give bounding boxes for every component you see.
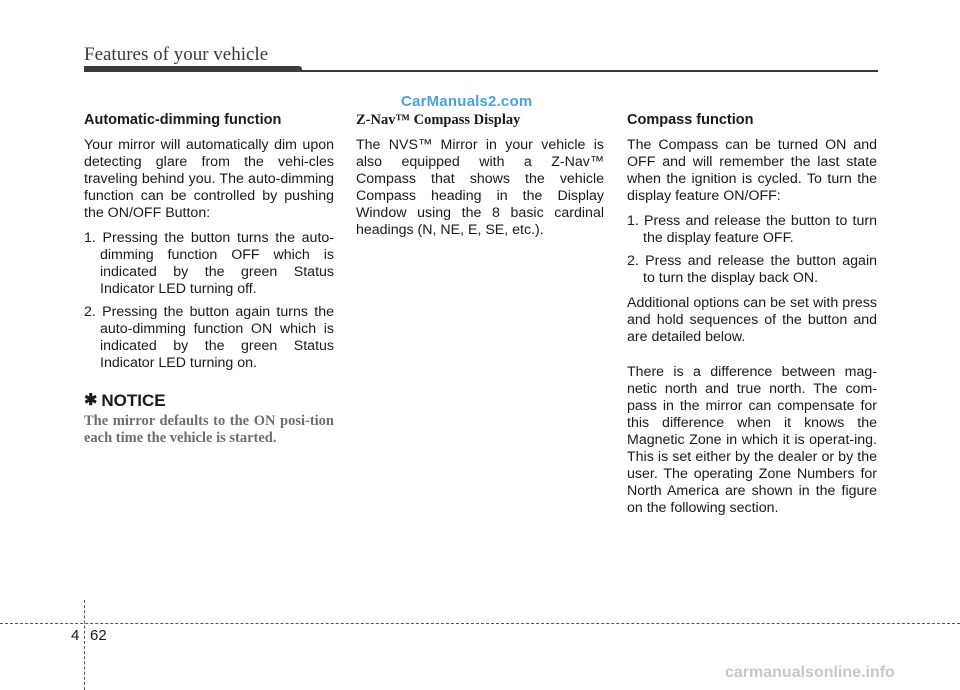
page-header-title: Features of your vehicle bbox=[84, 44, 269, 65]
page-number: 62 bbox=[90, 627, 107, 644]
list-item: 2. Pressing the button again turns the auto-dimming function ON which is indicated by the green Status Indicator LED turning on. bbox=[84, 304, 334, 371]
notice-heading bbox=[84, 392, 334, 409]
header-rule bbox=[300, 70, 878, 72]
auto-dimming-steps bbox=[84, 230, 334, 372]
column-compass-function bbox=[627, 112, 877, 525]
list-item: 2. Press and release the button again to turn the display back ON. bbox=[627, 253, 877, 286]
footer-divider bbox=[84, 600, 85, 690]
column-auto-dimming bbox=[84, 112, 334, 455]
watermark-top-link[interactable]: CarManuals2.com bbox=[401, 93, 533, 110]
section-heading-znav: Z-Nav™ Compass Display bbox=[356, 112, 521, 128]
list-item: 1. Press and release the button to turn the display feature OFF. bbox=[627, 213, 877, 246]
notice-star-icon: ✱ bbox=[84, 392, 98, 409]
section-heading-auto-dimming: Automatic-dimming function bbox=[84, 112, 282, 128]
chapter-number: 4 bbox=[71, 627, 80, 644]
footer-rule bbox=[0, 623, 960, 624]
section-heading-compass-function: Compass function bbox=[627, 112, 754, 128]
auto-dimming-intro: Your mirror will automatically dim upon detecting glare from the vehi-cles traveling behind you. The auto-dimming function can be controlled by pushing the ON/OFF Button: bbox=[84, 137, 334, 221]
compass-steps bbox=[627, 213, 877, 287]
watermark-bottom-link[interactable]: carmanualsonline.info bbox=[725, 664, 895, 681]
compass-options-text: Additional options can be set with press and hold sequences of the button and are detailed below. bbox=[627, 295, 877, 345]
magnetic-north-text: There is a difference between mag-netic north and true north. The com-pass in the mirror can compensate for this difference when it knows the Magnetic Zone in which it is operat-ing. This is set either by the dealer or by the user. The operating Zone Numbers for North America are shown in the figure on the following section. bbox=[627, 364, 877, 516]
header-bar bbox=[84, 66, 302, 72]
compass-intro: The Compass can be turned ON and OFF and will remember the last state when the ignition is cycled. To turn the display feature ON/OFF: bbox=[627, 137, 877, 204]
column-compass-display bbox=[356, 112, 604, 247]
notice-label: NOTICE bbox=[101, 391, 166, 410]
znav-description: The NVS™ Mirror in your vehicle is also equipped with a Z-Nav™ Compass that shows the vehicle Compass heading in the Display Window using the 8 basic cardinal headings (N, NE, E, SE, etc.). bbox=[356, 137, 604, 238]
list-item: 1. Pressing the button turns the auto-dimming function OFF which is indicated by the green Status Indicator LED turning off. bbox=[84, 230, 334, 297]
notice-text: The mirror defaults to the ON posi-tion each time the vehicle is started. bbox=[84, 413, 334, 446]
